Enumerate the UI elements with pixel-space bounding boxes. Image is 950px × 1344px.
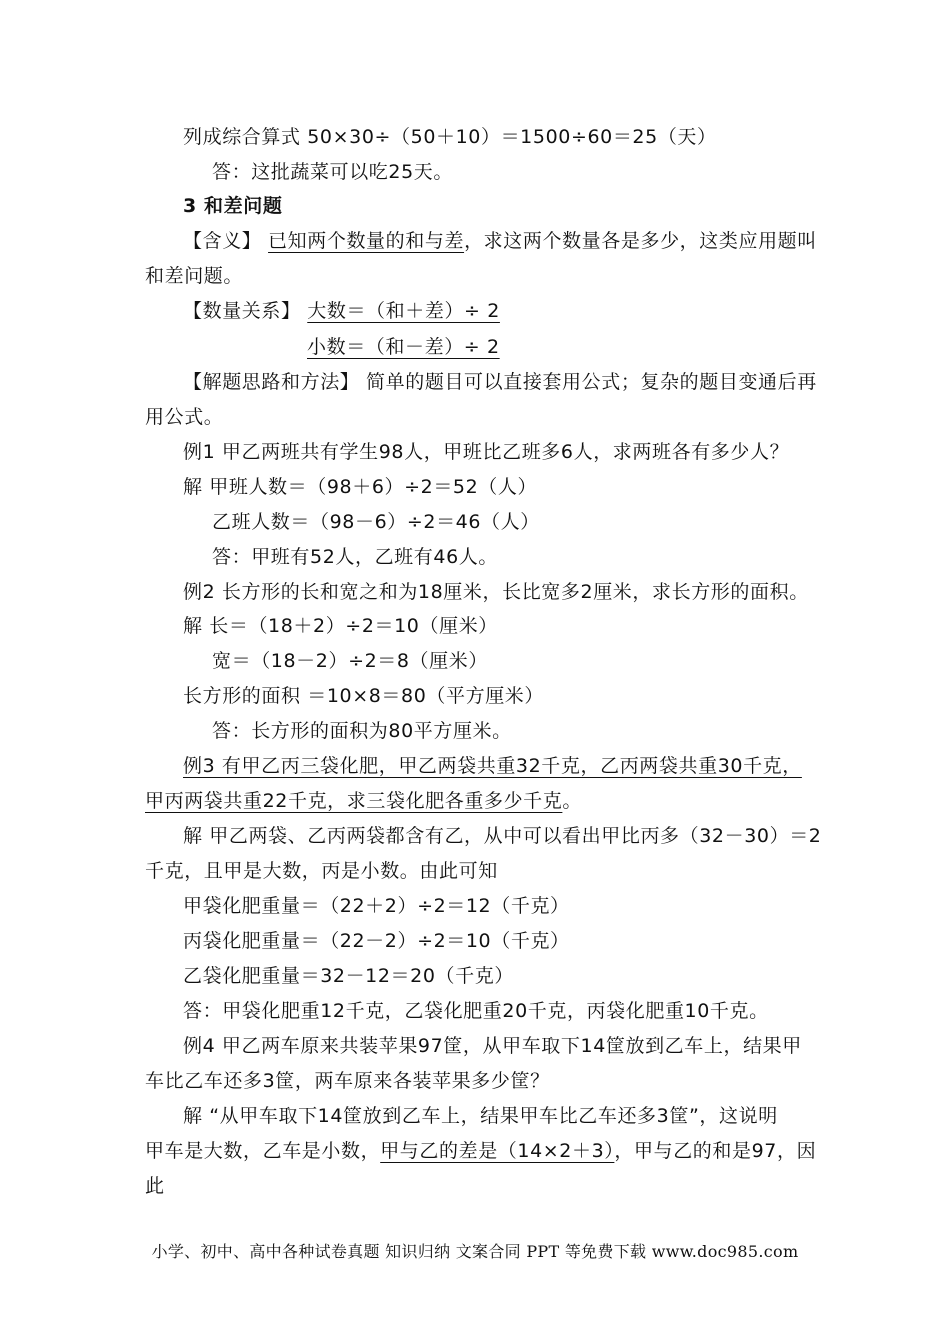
method-line-cont: 用公式。 xyxy=(145,406,224,428)
solution-line: 长方形的面积 ＝10×8＝80（平方厘米） xyxy=(183,685,545,707)
example-3-cont: 甲丙两袋共重22千克，求三袋化肥各重多少千克。 xyxy=(145,790,582,812)
underlined-text: 已知两个数量的和与差 xyxy=(268,230,465,252)
page-footer: 小学、初中、高中各种试卷真题 知识归纳 文案合同 PPT 等免费下载 www.doc985.com xyxy=(151,1242,799,1261)
relation-line: 【数量关系】 大数＝（和＋差）÷ 2 xyxy=(183,300,500,322)
example-4: 例4 甲乙两车原来共装苹果97筐，从甲车取下14筐放到乙车上，结果甲 xyxy=(183,1035,802,1057)
solution-line: 解 长＝（18＋2）÷2＝10（厘米） xyxy=(183,615,498,637)
relation-line-2: 小数＝（和－差）÷ 2 xyxy=(307,336,500,358)
underlined-formula: 大数＝（和＋差）÷ 2 xyxy=(307,300,500,322)
answer-line: 答：长方形的面积为80平方厘米。 xyxy=(212,720,512,742)
solution-line: 乙袋化肥重量＝32－12＝20（千克） xyxy=(183,965,514,987)
example-2: 例2 长方形的长和宽之和为18厘米，长比宽多2厘米，求长方形的面积。 xyxy=(183,581,809,603)
answer-line: 答：甲班有52人，乙班有46人。 xyxy=(212,546,498,568)
solution-line: 解 甲乙两袋、乙丙两袋都含有乙，从中可以看出甲比丙多（32－30）＝2 xyxy=(183,825,822,847)
underlined-text: 甲丙两袋共重22千克，求三袋化肥各重多少千克 xyxy=(145,790,563,812)
underlined-text: 甲与乙的差是（14×2＋3） xyxy=(380,1140,615,1162)
method-line: 【解题思路和方法】 简单的题目可以直接套用公式；复杂的题目变通后再 xyxy=(183,371,817,393)
example-3: 例3 有甲乙丙三袋化肥，甲乙两袋共重32千克，乙丙两袋共重30千克， xyxy=(183,755,802,777)
solution-line-cont: 千克，且甲是大数，丙是小数。由此可知 xyxy=(145,860,498,882)
solution-line: 解 甲班人数＝（98＋6）÷2＝52（人） xyxy=(183,476,538,498)
definition-line: 【含义】 已知两个数量的和与差，求这两个数量各是多少，这类应用题叫 xyxy=(183,230,817,252)
example-1: 例1 甲乙两班共有学生98人，甲班比乙班多6人，求两班各有多少人？ xyxy=(183,441,790,463)
solution-line: 甲袋化肥重量＝（22＋2）÷2＝12（千克） xyxy=(183,895,570,917)
solution-line-cont: 此 xyxy=(145,1175,165,1197)
solution-line: 解 “从甲车取下14筐放到乙车上，结果甲车比乙车还多3筐”，这说明 xyxy=(183,1105,778,1127)
formula-line: 列成综合算式 50×30÷（50＋10）＝1500÷60＝25（天） xyxy=(183,126,717,148)
section-heading: 3 和差问题 xyxy=(183,195,283,217)
answer-line: 答：这批蔬菜可以吃25天。 xyxy=(212,161,453,183)
solution-line: 丙袋化肥重量＝（22－2）÷2＝10（千克） xyxy=(183,930,570,952)
solution-line: 宽＝（18－2）÷2＝8（厘米） xyxy=(212,650,488,672)
solution-line-cont: 甲车是大数，乙车是小数，甲与乙的差是（14×2＋3），甲与乙的和是97，因 xyxy=(145,1140,817,1162)
solution-line: 乙班人数＝（98－6）÷2＝46（人） xyxy=(212,511,540,533)
answer-line: 答：甲袋化肥重12千克，乙袋化肥重20千克，丙袋化肥重10千克。 xyxy=(183,1000,769,1022)
example-4-cont: 车比乙车还多3筐，两车原来各装苹果多少筐？ xyxy=(145,1070,550,1092)
definition-line-cont: 和差问题。 xyxy=(145,265,244,287)
